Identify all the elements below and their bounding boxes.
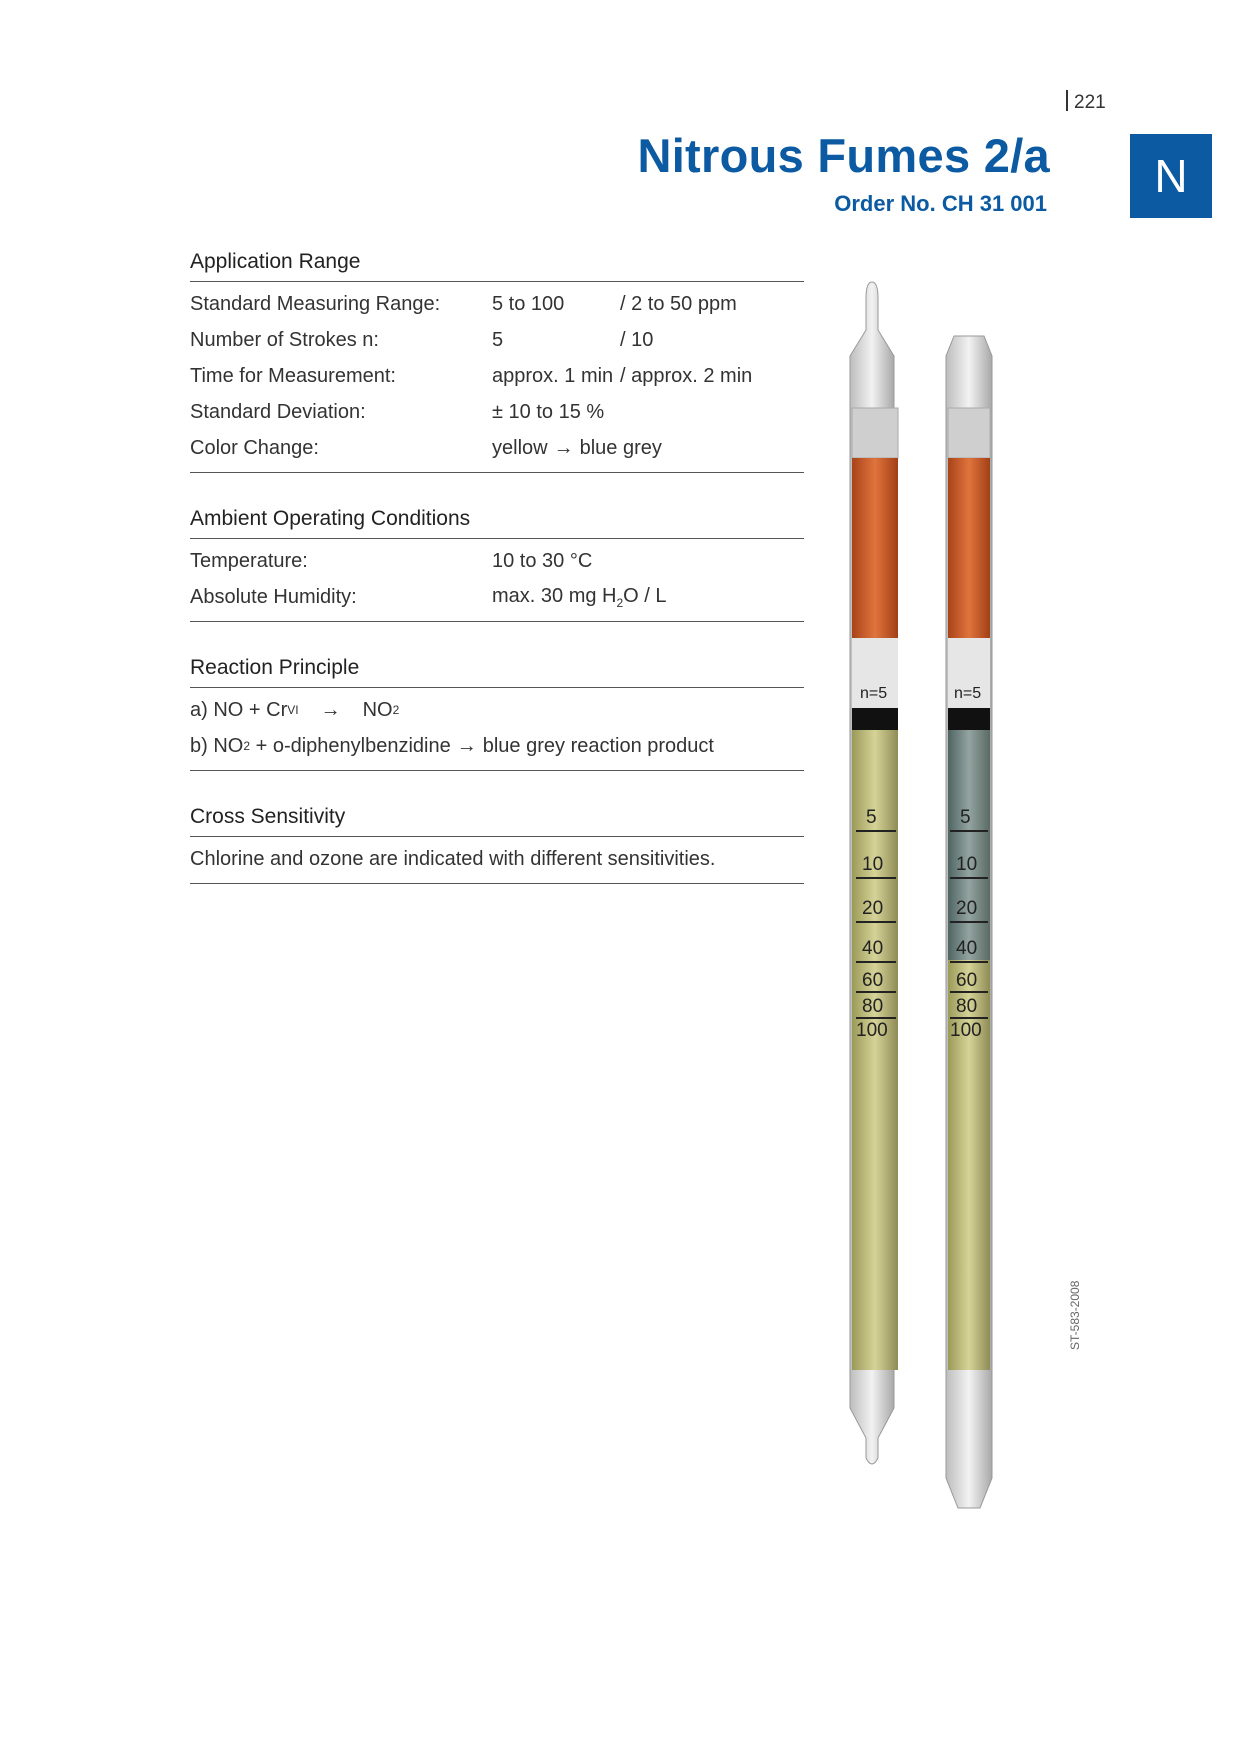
arrow-icon: → xyxy=(553,436,574,459)
section-heading: Reaction Principle xyxy=(190,656,804,688)
reaction-line-b: b) NO 2 + o-diphenylbenzidine → blue grey reaction product xyxy=(190,734,714,757)
detector-tubes-photo xyxy=(842,278,1056,1548)
strokes-label: n=5 xyxy=(954,685,982,702)
scale-label: 100 xyxy=(950,1020,982,1041)
order-number: Order No. CH 31 001 xyxy=(834,191,1047,216)
scale-label: 20 xyxy=(956,898,978,919)
arrow-icon: → xyxy=(456,734,477,757)
spec-content xyxy=(190,250,804,918)
spec-row: Standard Deviation: ± 10 to 15 % xyxy=(190,400,605,423)
scale-label: 100 xyxy=(856,1020,888,1041)
arrow-icon: → xyxy=(320,698,341,721)
section-heading: Application Range xyxy=(190,250,804,282)
reaction-principle-section xyxy=(190,656,804,771)
spec-row: Standard Measuring Range: 5 to 100 / 2 to 50 ppm xyxy=(190,292,737,315)
strokes-label: n=5 xyxy=(860,685,888,702)
spec-row: Absolute Humidity: max. 30 mg $H_2O$ / L xyxy=(190,584,667,610)
scale-label: 10 xyxy=(956,854,978,875)
scale-label: 80 xyxy=(956,996,978,1017)
spec-row: Temperature: 10 to 30 °C xyxy=(190,549,593,572)
scale-label: 10 xyxy=(862,854,884,875)
section-heading: Cross Sensitivity xyxy=(190,805,804,837)
section-heading: Ambient Operating Conditions xyxy=(190,507,804,539)
cross-sensitivity-section xyxy=(190,805,804,884)
scale-label: 5 xyxy=(866,807,877,828)
scale-label: 60 xyxy=(956,970,978,991)
scale-label: 40 xyxy=(956,938,978,959)
scale-label: 20 xyxy=(862,898,884,919)
scale-label: 40 xyxy=(862,938,884,959)
spec-row: Time for Measurement: approx. 1 min / approx. 2 min xyxy=(190,364,753,387)
application-range-section xyxy=(190,250,804,473)
ambient-conditions-section xyxy=(190,507,804,622)
scale-label: 60 xyxy=(862,970,884,991)
color-change-row: Color Change: yellow → blue grey xyxy=(190,436,662,459)
cross-sensitivity-text: Chlorine and ozone are indicated with different sensitivities. xyxy=(190,847,716,870)
photo-code: ST-583-2008 xyxy=(1068,1280,1082,1350)
reaction-line-a: a) NO + Cr VI → NO 2 xyxy=(190,698,400,721)
section-tab: N xyxy=(1130,134,1212,218)
page-title: Nitrous Fumes 2/a xyxy=(637,129,1050,182)
scale-label: 5 xyxy=(960,807,971,828)
spec-row: Number of Strokes n: 5 / 10 xyxy=(190,328,654,351)
scale-label: 80 xyxy=(862,996,884,1017)
page-number: 221 xyxy=(1066,90,1106,114)
